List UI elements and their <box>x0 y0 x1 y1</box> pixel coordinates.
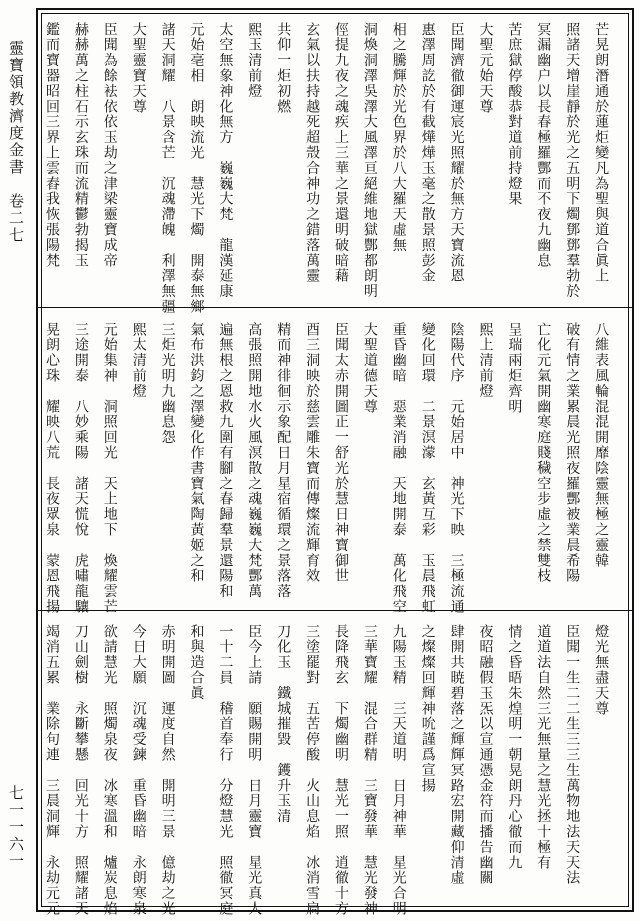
scripture-column: 和與造合眞 <box>188 624 205 701</box>
scripture-column: 刀化玉 鐵城摧毀 鑊升玉清 <box>275 624 292 825</box>
scripture-column: 玄氣以扶持越死超殼合神功之錯落萬靈 <box>304 22 321 284</box>
scripture-column: 共仰一炬初燃 <box>275 22 292 115</box>
scripture-column: 惠澤周訖於有截燁燁玉毫之散景照彭金 <box>419 22 436 284</box>
scripture-column: 苦庶獄停酸恭對道前持燈果 <box>506 22 523 207</box>
scripture-column: 大聖道德天尊 <box>361 322 378 415</box>
scripture-column: 元始亳相 朗映流光 慧光下燭 開泰無鄉 <box>188 22 205 315</box>
scripture-column: 晃朗心珠 耀映八荒 長夜眾泉 蒙恩飛揚 <box>44 322 60 615</box>
scripture-column: 長降飛玄 下燭幽明 慧光一照 逍徹十方 <box>333 624 349 917</box>
scripture-column: 熙太清前燈 <box>130 322 147 399</box>
scripture-column: 九陽玉精 三天道明 日月神華 星光合明 <box>390 624 407 917</box>
scripture-column: 之燦燦回輝神吮謹爲宣揚 <box>419 624 436 794</box>
scripture-column: 俓提九夜之魂疾上三華之景還明破暗藉 <box>333 22 349 284</box>
scripture-column: 諸天洞耀 八景含芒 沉魂滯魄 利澤無疆 <box>159 22 176 315</box>
scripture-column: 燈光無盡天尊 <box>593 624 610 717</box>
scripture-column: 臣聞一生二二生三三生萬物地法天天法 <box>564 624 581 886</box>
scripture-column: 精而神徘徊示象配日月星宿循環之景落落 <box>275 322 292 600</box>
scripture-column: 熙玉清前燈 <box>246 22 263 99</box>
scripture-column: 欲請慧光 照燭泉夜 冰寒溫和 爐炭息焰 <box>101 624 118 917</box>
scripture-column: 氣布洪鈞之澤變化作書寶氣陶黃姬之和 <box>188 322 205 584</box>
scripture-column: 臣今上請 願賜開明 日月靈寶 星光真人 <box>246 624 263 917</box>
scripture-column: 照諸天增崖靜於光之五明下燭鄧鄧羣勃於 <box>564 22 581 300</box>
text-frame <box>36 8 634 917</box>
scripture-column: 肆開共暁碧落之輝輝冥路宏開藏仰清虛 <box>448 624 465 886</box>
scripture-column: 大聖元始天尊 <box>477 22 494 115</box>
scripture-column: 八維表風輪混混開靡陰靈無極之靈韓 <box>593 322 610 569</box>
scripture-column: 三塗罷對 五苦停酸 火山息焰 冰消雪扃 <box>304 624 321 917</box>
scripture-column: 亡化元氣開幽寒庭賤穢空步虛之禁雙枝 <box>535 322 552 584</box>
scripture-column: 赤明開圖 運度自然 開明三景 億劫之光 <box>159 624 176 917</box>
scripture-column: 洞煥洞澤吳澤大風澤亘絕維地獄酆都朗明 <box>361 22 378 300</box>
page-number: 七一一六一 <box>7 785 25 870</box>
register-divider <box>38 307 632 308</box>
scripture-column: 道道法自然三光無量之慧光拯十極有 <box>535 624 552 871</box>
scripture-column: 熙上清前燈 <box>477 322 494 399</box>
scripture-column: 破有情之業累晨光照夜羅酆被業晨希陽 <box>564 322 581 584</box>
scripture-column: 夜昭融假玉炁以宣通憑金符而播告幽關 <box>477 624 494 886</box>
scripture-column: 一十二員 稽首奉行 分燈慧光 照徹冥庭 <box>217 624 234 917</box>
scripture-column: 芒晃朗潛通於蓮炬變凡為聖與道合眞上 <box>593 22 610 284</box>
scripture-column: 相之騰輝於光色界於八大羅天虛無 <box>390 22 407 253</box>
scripture-column: 大聖靈寶天尊 <box>130 22 147 115</box>
scripture-column: 陰陽代序 元始居中 神光下映 三極流通 <box>448 322 465 615</box>
scripture-column: 三途開泰 八妙乘陽 諸天慌悅 虎嘯龍驤 <box>72 322 89 615</box>
register-divider <box>38 610 632 611</box>
scripture-column: 太空無象神化無方 巍巍大梵 龍漢延康 <box>217 22 234 300</box>
scripture-column: 冥漏幽户以長春極羅酆而不夜九幽息 <box>535 22 552 269</box>
scripture-column: 三華寶耀 混合群精 三寶發華 慧光發神 <box>361 624 378 917</box>
scripture-column: 臣聞太赤開圖正一舒光於慧日神寶御世 <box>333 322 349 584</box>
scripture-column: 鑑而寶器昭回三界上雲舂我恢張陽梵 <box>44 22 60 269</box>
scripture-column: 情之昏晤朱煌明一朝晃朗丹心徹而九 <box>506 624 523 871</box>
scripture-column: 元始集神 洞照回光 天上地下 煥耀雲芒 <box>101 322 118 615</box>
scripture-column: 高張照開地水火風溟散之魂巍巍大梵酆萬 <box>246 322 263 600</box>
scripture-column: 赫赫萬之柱石示玄珠而流精鬱勃揭玉 <box>72 22 89 269</box>
scripture-column: 臣聞濟徹御運宸光照耀於無方天寶流恩 <box>448 22 465 284</box>
scripture-column: 今日大願 沉魂受鍊 重昏幽暗 永朗寒泉 <box>130 624 147 917</box>
scripture-column: 酉三洞映於慈雲雕朱寶而傳燦流輝育效 <box>304 322 321 584</box>
scripture-column: 重昏幽暗 惡業消融 天地開泰 萬化飛空 <box>390 322 407 615</box>
scripture-column: 遍無根之恩救九圍有腳之春歸羣景還陽和 <box>217 322 234 600</box>
scripture-column: 變化回環 二景溟濛 玄黃互彩 玉晨飛虹 <box>419 322 436 615</box>
scripture-column: 三炬光明九幽息怨 <box>159 322 176 446</box>
scripture-column: 竭消五累 業除句連 三晨洞輝 永劫元元 <box>44 624 60 917</box>
scripture-column: 臣聞為餘袪依依玉劫之津梁靈寶成帝 <box>101 22 118 269</box>
scripture-column: 呈瑞兩炬齊明 <box>506 322 523 415</box>
scripture-column: 刀山劍樹 永斷攀懸 回光十方 照耀諸天 <box>72 624 89 917</box>
margin-title: 靈寶領教濟度金書 卷二七 <box>7 40 25 244</box>
